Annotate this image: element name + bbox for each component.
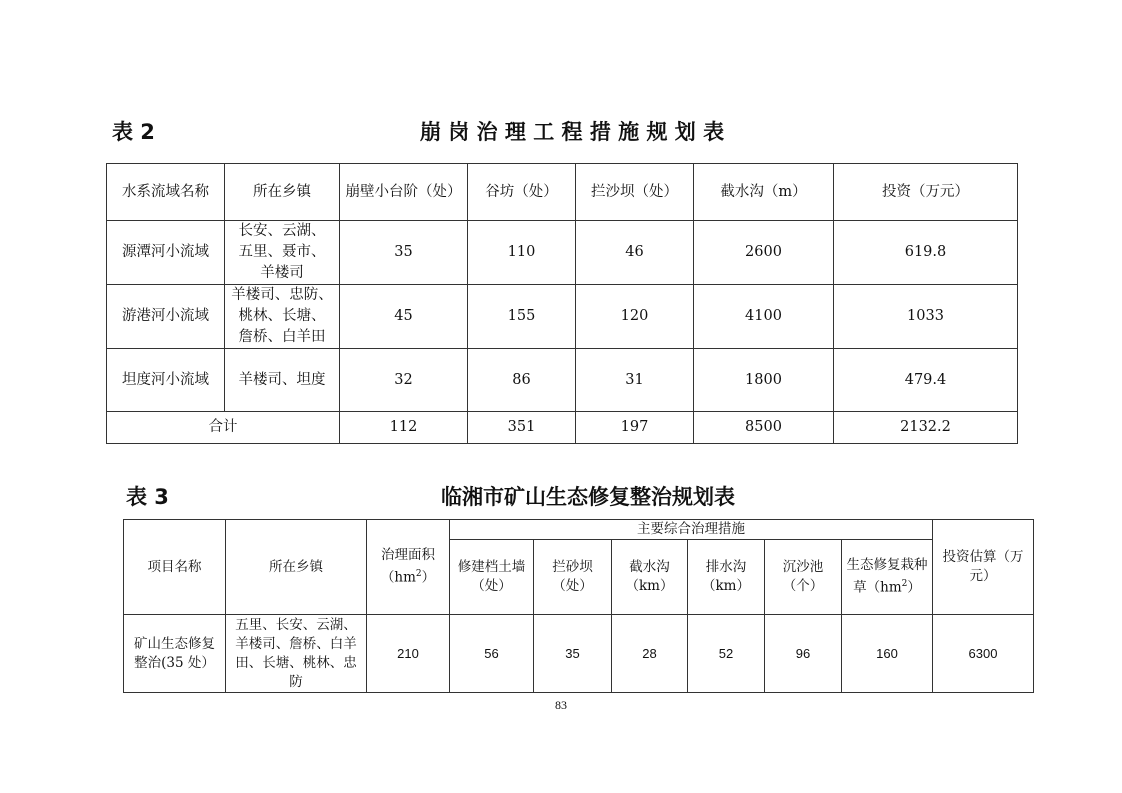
- header-area: [367, 520, 450, 615]
- total-ditch: 8500: [694, 412, 834, 444]
- intercept-ditch-value: 28: [612, 615, 688, 693]
- ditch-value: 4100: [694, 285, 834, 349]
- header-eco-planting: 生态修复栽种草$(hm^2)$: [842, 540, 933, 615]
- table2-total-row: [107, 412, 1018, 444]
- sand-dam-value: 35: [534, 615, 612, 693]
- retaining-wall-value: 56: [450, 615, 534, 693]
- eco-unit-text: hm: [880, 579, 902, 596]
- towns-line: 詹桥、白羊田: [238, 329, 326, 345]
- towns-line: 羊楼司: [260, 265, 304, 281]
- gully-value: 86: [468, 349, 576, 412]
- table3-label: 表 3: [126, 485, 169, 509]
- ditch-value: 2600: [694, 221, 834, 285]
- table-row: [107, 349, 1018, 412]
- page-number: 83: [555, 698, 567, 712]
- towns-line: 长安、云湖、: [238, 223, 326, 239]
- table2-header-row: [107, 164, 1018, 221]
- towns-line: 羊楼司、坦度: [238, 371, 326, 388]
- header-project: 项目名称: [124, 520, 226, 615]
- header-gully: 谷坊（处）: [468, 164, 576, 221]
- steps-value: 45: [340, 285, 468, 349]
- header-towns: 所在乡镇: [226, 520, 367, 615]
- header-steps: 崩壁小台阶（处）: [340, 164, 468, 221]
- table2-title: 崩 岗 治 理 工 程 措 施 规 划 表: [420, 120, 725, 144]
- area-unit-text: hm: [394, 569, 416, 586]
- table-row: [107, 285, 1018, 349]
- header-invest: 投资估算（万元）: [933, 520, 1034, 615]
- header-ditch: 截水沟（m）: [694, 164, 834, 221]
- basin-name: 坦度河小流域: [107, 349, 225, 412]
- steps-value: 32: [340, 349, 468, 412]
- total-dam: 197: [576, 412, 694, 444]
- dam-value: 120: [576, 285, 694, 349]
- towns-cell: 五里、长安、云湖、羊楼司、詹桥、白羊田、长塘、桃林、忠防: [226, 615, 367, 693]
- table-row: [107, 221, 1018, 285]
- header-sand-dam: 拦砂坝（处）: [534, 540, 612, 615]
- drain-ditch-value: 52: [688, 615, 765, 693]
- header-basin: 水系流域名称: [107, 164, 225, 221]
- table2-label: 表 2: [112, 120, 155, 144]
- table3-group-row: [124, 520, 1034, 540]
- towns-cell: [225, 221, 340, 285]
- table3-title: 临湘市矿山生态修复整治规划表: [441, 485, 735, 509]
- towns-line: 羊楼司、忠防、: [231, 287, 333, 303]
- header-towns: 所在乡镇: [225, 164, 340, 221]
- table3: [123, 519, 1034, 693]
- total-label: 合计: [107, 412, 340, 444]
- gully-value: 110: [468, 221, 576, 285]
- table2: [106, 163, 1018, 444]
- dam-value: 31: [576, 349, 694, 412]
- steps-value: 35: [340, 221, 468, 285]
- towns-cell: [225, 285, 340, 349]
- area-value: 210: [367, 615, 450, 693]
- dam-value: 46: [576, 221, 694, 285]
- basin-name: 游港河小流域: [107, 285, 225, 349]
- header-invest: 投资（万元）: [834, 164, 1018, 221]
- total-invest: 2132.2: [834, 412, 1018, 444]
- eco-planting-value: 160: [842, 615, 933, 693]
- area-label: 治理面积: [381, 547, 435, 564]
- group-header: 主要综合治理措施: [450, 520, 933, 540]
- towns-cell: [225, 349, 340, 412]
- header-dam: 拦沙坝（处）: [576, 164, 694, 221]
- header-drain-ditch: 排水沟（km）: [688, 540, 765, 615]
- header-retaining-wall: 修建档土墙（处）: [450, 540, 534, 615]
- area-unit: $(hm^2)$: [380, 569, 436, 586]
- project-name: 矿山生态修复整治(35 处）: [124, 615, 226, 693]
- header-settling-pond: 沉沙池（个）: [765, 540, 842, 615]
- eco-label: 生态修复栽种草: [846, 557, 928, 596]
- invest-value: 479.4: [834, 349, 1018, 412]
- invest-value: 1033: [834, 285, 1018, 349]
- table-row: [124, 615, 1034, 693]
- invest-value: 619.8: [834, 221, 1018, 285]
- towns-line: 桃林、长塘、: [238, 308, 326, 324]
- ditch-value: 1800: [694, 349, 834, 412]
- total-gully: 351: [468, 412, 576, 444]
- towns-line: 五里、聂市、: [238, 244, 326, 260]
- header-intercept-ditch: 截水沟（km）: [612, 540, 688, 615]
- total-steps: 112: [340, 412, 468, 444]
- gully-value: 155: [468, 285, 576, 349]
- settling-pond-value: 96: [765, 615, 842, 693]
- basin-name: 源潭河小流域: [107, 221, 225, 285]
- invest-value: 6300: [933, 615, 1034, 693]
